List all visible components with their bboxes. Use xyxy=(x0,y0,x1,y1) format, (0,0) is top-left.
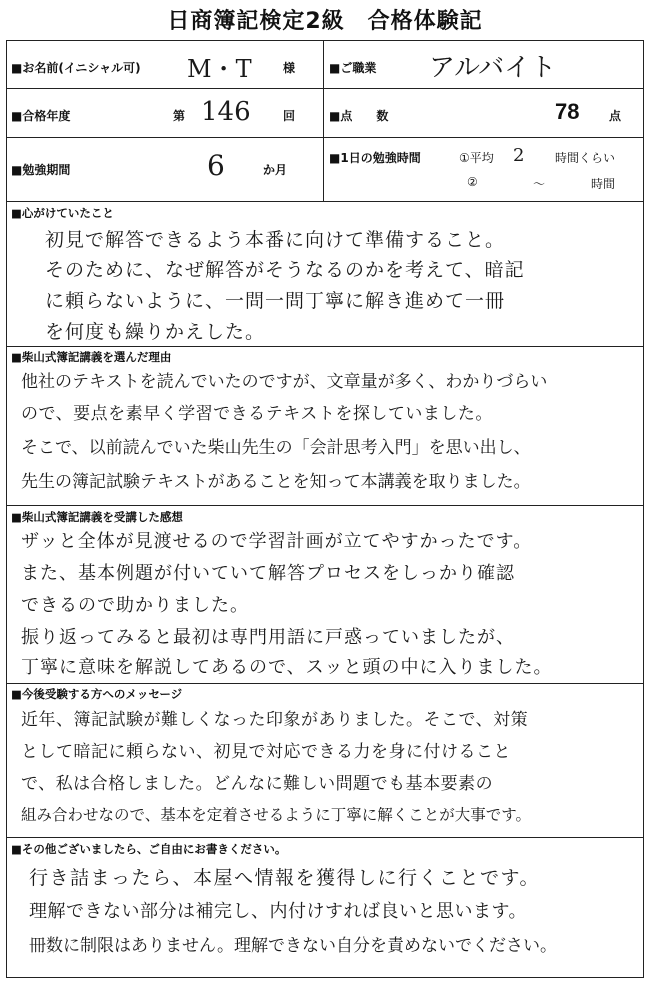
daily-avg-value: 2 xyxy=(513,145,525,166)
section-text-line: 冊数に制限はありません。理解できない自分を責めないでください。 xyxy=(29,936,558,956)
name-suffix: 様 xyxy=(283,61,296,75)
section-text-line: ザッと全体が見渡せるので学習計画が立てやすかったです。 xyxy=(21,531,533,552)
section-text-line: 先生の簿記試験テキストがあることを知って本講義を取りました。 xyxy=(21,472,531,492)
divider xyxy=(7,137,643,138)
section-heading: ■その他ございましたら、ご自由にお書きください。 xyxy=(11,842,287,856)
section-text-line: そのために、なぜ解答がそうなるのかを考えて、暗記 xyxy=(45,259,525,281)
section-text-line: 他社のテキストを読んでいたのですが、文章量が多く、わかりづらい xyxy=(21,372,548,392)
section-text-line: できるので助かりました。 xyxy=(21,595,249,616)
daily-avg-label: ①平均 xyxy=(459,151,494,165)
period-suffix: か月 xyxy=(263,163,288,177)
section-text-line: 行き詰まったら、本屋へ情報を獲得しに行くことです。 xyxy=(29,867,540,889)
divider xyxy=(323,41,324,201)
score-label: ■点 数 xyxy=(329,109,389,123)
section-text-line: 組み合わせなので、基本を定着させるように丁寧に解くことが大事です。 xyxy=(21,806,531,824)
year-suffix: 回 xyxy=(283,109,296,123)
divider xyxy=(7,683,643,684)
section-heading: ■柴山式簿記講義を選んだ理由 xyxy=(11,350,172,364)
name-value: M・T xyxy=(187,55,252,83)
job-label: ■ご職業 xyxy=(329,61,377,75)
score-suffix: 点 xyxy=(609,109,622,123)
section-text-line: 丁寧に意味を解説してあるので、スッと頭の中に入りました。 xyxy=(21,657,553,678)
divider xyxy=(7,346,643,347)
job-value: アルバイト xyxy=(429,53,557,83)
daily-2-label: ② xyxy=(467,175,478,189)
section-heading: ■今後受験する方へのメッセージ xyxy=(11,687,183,701)
year-value: 146 xyxy=(201,97,251,127)
period-label: ■勉強期間 xyxy=(11,163,71,177)
daily-2-tilde: ～ xyxy=(533,177,546,191)
section-text-line: で、私は合格しました。どんなに難しい問題でも基本要素の xyxy=(21,774,494,794)
section-text-line: を何度も繰りかえした。 xyxy=(45,321,266,343)
divider xyxy=(7,505,643,506)
section-text-line: ので、要点を素早く学習できるテキストを探していました。 xyxy=(21,404,493,424)
section-text-line: また、基本例題が付いていて解答プロセスをしっかり確認 xyxy=(21,563,515,584)
name-label: ■お名前(イニシャル可) xyxy=(11,61,141,75)
period-value: 6 xyxy=(207,149,225,182)
page-title: 日商簿記検定2級 合格体験記 xyxy=(167,9,483,34)
daily-label: ■1日の勉強時間 xyxy=(329,151,421,165)
section-text-line: 初見で解答できるよう本番に向けて準備すること。 xyxy=(45,229,506,251)
section-text-line: 近年、簿記試験が難しくなった印象がありました。そこで、対策 xyxy=(21,710,529,730)
form-sheet xyxy=(6,40,644,978)
divider xyxy=(7,837,643,838)
section-text-line: 振り返ってみると最初は専門用語に戸惑っていましたが、 xyxy=(21,627,515,648)
section-heading: ■心がけていたこと xyxy=(11,206,114,220)
daily-2-suffix: 時間 xyxy=(591,177,616,191)
score-value: 78 xyxy=(555,99,580,124)
section-text-line: に頼らないように、一問一問丁寧に解き進めて一冊 xyxy=(45,290,506,312)
section-text-line: 理解できない部分は補完し、内付けすれば良いと思います。 xyxy=(29,901,528,922)
section-text-line: として暗記に頼らない、初見で対応できる力を身に付けること xyxy=(21,742,511,762)
divider xyxy=(7,201,643,202)
section-text-line: そこで、以前読んでいた柴山先生の「会計思考入門」を思い出し、 xyxy=(21,438,531,458)
daily-avg-suffix: 時間くらい xyxy=(555,151,616,165)
year-label: ■合格年度 xyxy=(11,109,71,123)
year-prefix: 第 xyxy=(173,109,186,123)
divider xyxy=(7,88,643,89)
section-heading: ■柴山式簿記講義を受講した感想 xyxy=(11,510,183,524)
